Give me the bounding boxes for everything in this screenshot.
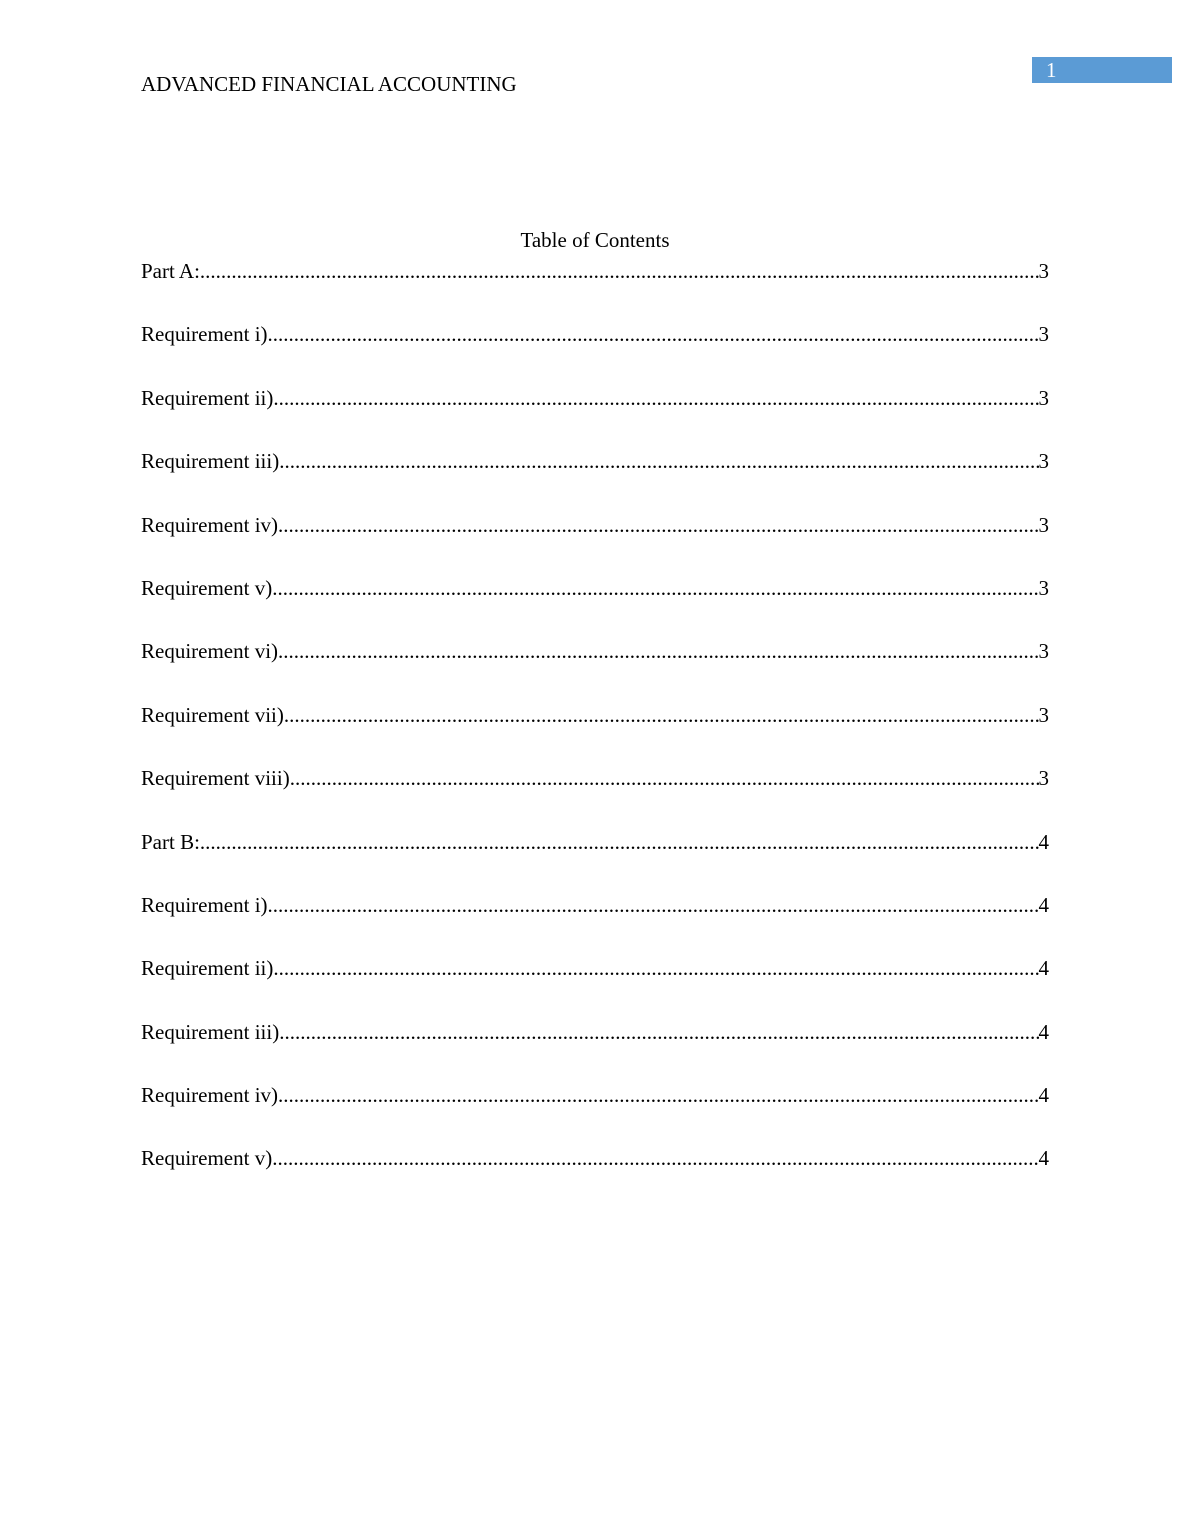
toc-entry-page: 4 [1038, 892, 1049, 917]
toc-entry-a-requirement-vi[interactable] [141, 638, 1049, 701]
toc-entry-a-requirement-ii[interactable] [141, 385, 1049, 448]
toc-entry-label: Requirement ii) [141, 956, 274, 981]
toc-entry-page: 3 [1038, 639, 1049, 664]
toc-entry-label: Requirement iii) [141, 449, 280, 474]
toc-dot-leader [284, 702, 1039, 728]
toc-entry-label: Requirement i) [141, 892, 268, 917]
toc-dot-leader [290, 765, 1039, 791]
toc-entry-page: 3 [1038, 766, 1049, 791]
toc-dot-leader [273, 955, 1038, 981]
toc-entry-a-requirement-v[interactable] [141, 575, 1049, 638]
toc-entry-label: Requirement iv) [141, 512, 279, 537]
toc-entry-label: Requirement iii) [141, 1019, 280, 1044]
toc-entry-label: Requirement viii) [141, 766, 290, 791]
page-number-badge: 1 [1032, 57, 1172, 83]
toc-dot-leader [278, 1082, 1038, 1108]
toc-entry-page: 4 [1038, 829, 1049, 854]
toc-entry-label: Requirement v) [141, 1146, 273, 1171]
toc-entry-label: Part A: [141, 259, 200, 283]
toc-entry-page: 4 [1038, 1083, 1049, 1108]
toc-entry-label: Requirement vi) [141, 639, 279, 664]
toc-entry-label: Requirement vii) [141, 702, 284, 727]
toc-dot-leader [200, 829, 1039, 855]
toc-entry-a-requirement-vii[interactable] [141, 702, 1049, 765]
toc-entry-page: 4 [1038, 956, 1049, 981]
toc-entry-label: Requirement ii) [141, 385, 274, 410]
document-header-title: ADVANCED FINANCIAL ACCOUNTING [141, 72, 517, 96]
toc-heading: Table of Contents [520, 228, 670, 252]
toc-dot-leader [279, 448, 1038, 474]
toc-dot-leader [268, 321, 1039, 347]
toc-entry-page: 3 [1038, 259, 1049, 283]
toc-dot-leader [272, 575, 1038, 601]
table-of-contents [141, 258, 1049, 1209]
toc-entry-page: 4 [1038, 1019, 1049, 1044]
toc-dot-leader [272, 1145, 1038, 1171]
toc-entry-page: 3 [1038, 385, 1049, 410]
toc-entry-b-requirement-ii[interactable] [141, 955, 1049, 1018]
toc-dot-leader [273, 385, 1038, 411]
toc-entry-a-requirement-i[interactable] [141, 321, 1049, 384]
toc-dot-leader [279, 1019, 1038, 1045]
toc-dot-leader [278, 512, 1038, 538]
toc-entry-page: 3 [1038, 702, 1049, 727]
toc-dot-leader [268, 892, 1039, 918]
toc-entry-part-a[interactable] [141, 258, 1049, 321]
toc-entry-page: 3 [1038, 575, 1049, 600]
toc-entry-b-requirement-iv[interactable] [141, 1082, 1049, 1145]
toc-entry-page: 3 [1038, 512, 1049, 537]
toc-entry-a-requirement-iii[interactable] [141, 448, 1049, 511]
toc-entry-label: Requirement i) [141, 322, 268, 347]
toc-dot-leader [278, 638, 1038, 664]
toc-dot-leader [200, 258, 1039, 284]
toc-entry-page: 4 [1038, 1146, 1049, 1171]
toc-entry-part-b[interactable] [141, 829, 1049, 892]
toc-entry-label: Requirement v) [141, 575, 273, 600]
toc-entry-label: Requirement iv) [141, 1083, 279, 1108]
toc-entry-a-requirement-viii[interactable] [141, 765, 1049, 828]
toc-entry-a-requirement-iv[interactable] [141, 512, 1049, 575]
toc-entry-page: 3 [1038, 322, 1049, 347]
toc-entry-label: Part B: [141, 829, 200, 854]
toc-entry-b-requirement-v[interactable] [141, 1145, 1049, 1208]
toc-entry-b-requirement-iii[interactable] [141, 1019, 1049, 1082]
toc-entry-page: 3 [1038, 449, 1049, 474]
toc-entry-b-requirement-i[interactable] [141, 892, 1049, 955]
